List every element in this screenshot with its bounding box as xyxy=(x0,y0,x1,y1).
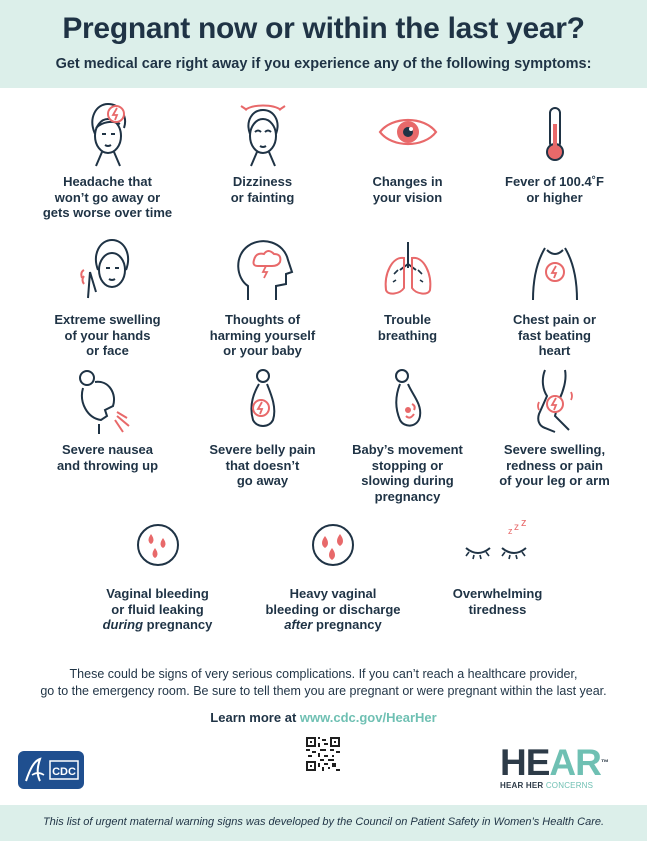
symptom-belly-pain xyxy=(195,366,330,489)
symptom-label: Trouble breathing xyxy=(377,312,438,343)
eye-icon xyxy=(376,96,440,168)
symptom-tiredness xyxy=(430,520,565,617)
symptom-vaginal-bleeding xyxy=(90,520,225,633)
leg-swelling-icon xyxy=(525,366,585,436)
belly-pain-icon xyxy=(233,366,293,436)
symptom-label: Thoughts of harming yourself or your baby xyxy=(209,312,316,358)
warning-message: These could be signs of very serious complications. If you can’t reach a healthcare provider, go to the emergency room. Be sure to tell them you are pregnant or were pregnant within the last year. xyxy=(40,667,607,698)
page-subtitle: Get medical care right away if you experience any of the following symptoms: xyxy=(55,56,592,72)
symptom-nausea xyxy=(40,366,175,473)
baby-movement-icon xyxy=(378,366,438,436)
symptom-vision xyxy=(340,96,475,205)
svg-text:z: z xyxy=(507,526,512,536)
hear-her-logo: HEAR™ HEAR HER CONCERNS xyxy=(500,742,608,790)
symptom-label: Extreme swelling of your hands or face xyxy=(54,312,161,358)
symptom-label: Fever of 100.4˚F or higher xyxy=(505,174,604,205)
symptom-label: Overwhelming tiredness xyxy=(452,586,543,617)
attribution-note: This list of urgent maternal warning signs was developed by the Council on Patient Safety in Women’s Health Care. xyxy=(42,816,605,828)
symptom-baby-movement xyxy=(340,366,475,504)
symptom-label: Headache that won’t go away or gets worse over time xyxy=(42,174,173,220)
lungs-icon xyxy=(378,234,438,306)
symptom-label: Chest pain or fast beating heart xyxy=(512,312,597,358)
symptom-heavy-bleeding xyxy=(258,520,408,633)
symptom-label: Severe swelling, redness or pain of your leg or arm xyxy=(499,442,610,488)
symptom-label: Severe nausea and throwing up xyxy=(56,442,159,473)
thoughts-icon xyxy=(228,234,298,306)
symptom-chest-pain xyxy=(487,234,622,359)
bottom-band xyxy=(0,805,647,841)
symptom-label: Vaginal bleeding or fluid leaking during pregnancy xyxy=(102,586,213,632)
symptom-dizziness xyxy=(195,96,330,205)
vaginal-bleeding-icon xyxy=(133,520,183,570)
page-title: Pregnant now or within the last year? xyxy=(62,12,585,45)
symptom-fever xyxy=(487,96,622,205)
svg-text:CDC: CDC xyxy=(52,766,76,778)
symptom-label: Changes in your vision xyxy=(372,174,443,205)
symptom-label: Severe belly pain that doesn’t go away xyxy=(209,442,316,488)
symptom-headache xyxy=(40,96,175,221)
symptom-swelling-face xyxy=(40,234,175,359)
cdc-logo xyxy=(18,751,84,789)
swelling-face-icon xyxy=(78,234,138,306)
qr-code[interactable] xyxy=(306,737,340,771)
symptom-thoughts xyxy=(195,234,330,359)
chest-pain-icon xyxy=(525,234,585,306)
svg-text:z: z xyxy=(520,520,526,529)
svg-text:z: z xyxy=(513,522,519,533)
learn-more: Learn more at www.cdc.gov/HearHer xyxy=(210,710,437,725)
headache-icon xyxy=(78,96,138,168)
dizziness-icon xyxy=(233,96,293,168)
symptom-label: Dizziness or fainting xyxy=(230,174,295,205)
symptom-breathing xyxy=(340,234,475,343)
learn-more-link[interactable]: www.cdc.gov/HearHer xyxy=(299,710,437,725)
tiredness-icon xyxy=(458,520,538,570)
thermometer-icon xyxy=(525,96,585,168)
symptom-label: Baby’s movement stopping or slowing during pregnancy xyxy=(352,442,463,504)
symptom-leg-swelling xyxy=(487,366,622,489)
symptom-label: Heavy vaginal bleeding or discharge after pregnancy xyxy=(265,586,401,632)
heavy-bleeding-icon xyxy=(308,520,358,570)
nausea-icon xyxy=(73,366,143,436)
